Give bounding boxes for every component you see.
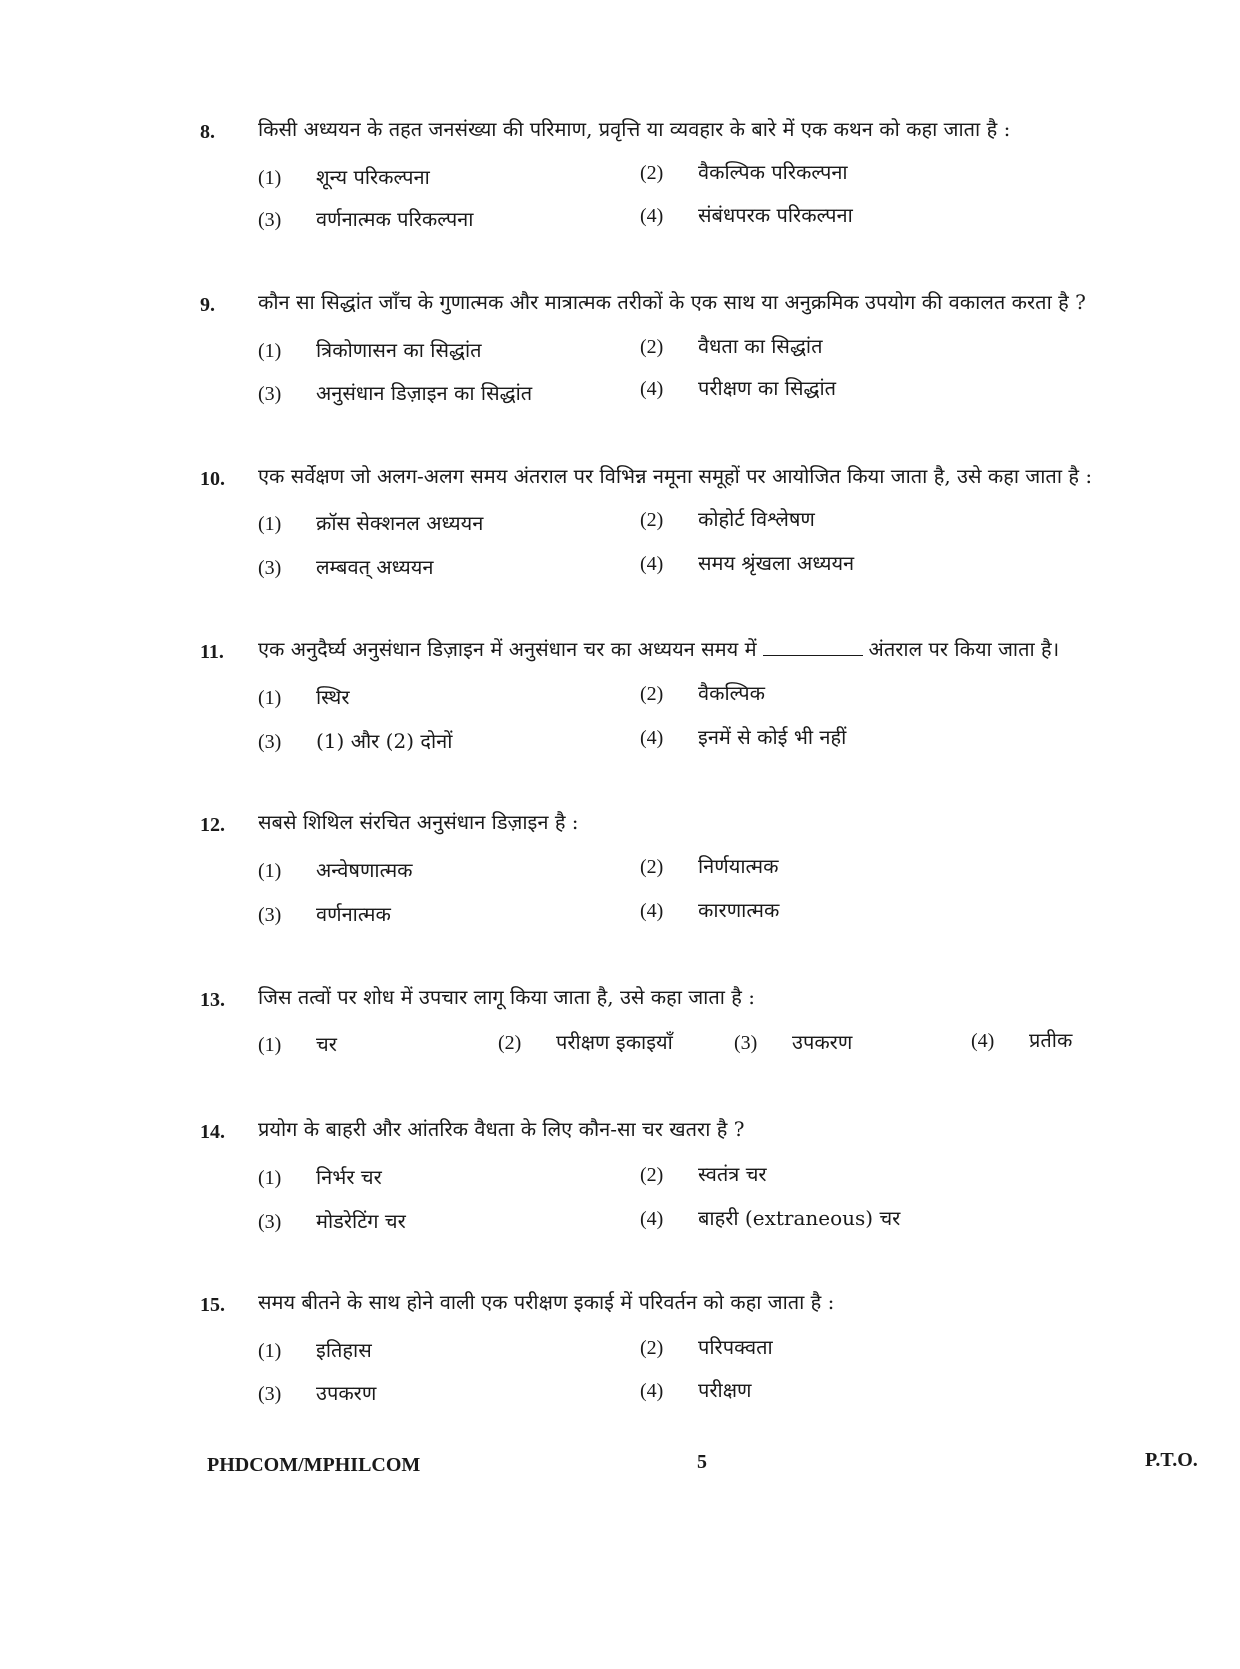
question-text: सबसे शिथिल संरचित अनुसंधान डिज़ाइन है : bbox=[258, 810, 579, 834]
option-number: (4) bbox=[640, 553, 664, 575]
option-4 bbox=[640, 201, 853, 228]
option-text: अनुसंधान डिज़ाइन का सिद्धांत bbox=[316, 381, 533, 405]
option-text: इतिहास bbox=[316, 1338, 372, 1362]
option-number: (3) bbox=[258, 1211, 282, 1233]
option-3 bbox=[258, 379, 532, 406]
option-number: (1) bbox=[258, 687, 282, 709]
option-number: (2) bbox=[640, 162, 664, 184]
option-text: निर्भर चर bbox=[316, 1165, 382, 1189]
question-text: कौन सा सिद्धांत जाँच के गुणात्मक और मात्रात्मक तरीकों के एक साथ या अनुक्रमिक उपयोग की वकालत करता है ? bbox=[258, 290, 1086, 314]
option-1 bbox=[258, 1163, 382, 1190]
option-number: (3) bbox=[258, 904, 282, 926]
option-text: कारणात्मक bbox=[698, 898, 780, 922]
option-number: (1) bbox=[258, 513, 282, 535]
option-1 bbox=[258, 163, 430, 190]
option-text: उपकरण bbox=[792, 1030, 853, 1054]
question-number: 9. bbox=[200, 294, 215, 316]
option-number: (3) bbox=[258, 209, 282, 231]
option-text: (1) और (2) दोनों bbox=[316, 729, 453, 753]
option-number: (4) bbox=[640, 378, 664, 400]
option-number: (2) bbox=[640, 336, 664, 358]
option-number: (2) bbox=[498, 1032, 522, 1054]
option-text: वैधता का सिद्धांत bbox=[698, 334, 823, 358]
option-1 bbox=[258, 1336, 372, 1363]
option-3 bbox=[258, 727, 452, 754]
option-number: (4) bbox=[640, 1208, 664, 1230]
option-number: (2) bbox=[640, 509, 664, 531]
page-number: 5 bbox=[697, 1451, 707, 1473]
question-number: 12. bbox=[200, 814, 225, 836]
option-text: वर्णनात्मक bbox=[316, 902, 391, 926]
option-text: संबंधपरक परिकल्पना bbox=[698, 203, 853, 227]
option-2 bbox=[640, 1160, 767, 1187]
question-number: 15. bbox=[200, 1294, 225, 1316]
question-number: 8. bbox=[200, 121, 215, 143]
option-number: (3) bbox=[258, 731, 282, 753]
option-4 bbox=[640, 1204, 900, 1231]
option-number: (4) bbox=[640, 1380, 664, 1402]
question-text bbox=[258, 635, 1059, 662]
option-4 bbox=[640, 896, 779, 923]
option-text: वैकल्पिक परिकल्पना bbox=[698, 160, 848, 184]
question-text-before: एक अनुदैर्घ्य अनुसंधान डिज़ाइन में अनुसंधान चर का अध्ययन समय में bbox=[258, 637, 757, 661]
option-2 bbox=[640, 852, 778, 879]
option-2 bbox=[640, 1333, 773, 1360]
option-text: इनमें से कोई भी नहीं bbox=[698, 725, 847, 749]
question-text: जिस तत्वों पर शोध में उपचार लागू किया जाता है, उसे कहा जाता है : bbox=[258, 985, 755, 1009]
option-4 bbox=[971, 1026, 1072, 1053]
option-number: (3) bbox=[258, 557, 282, 579]
option-3 bbox=[258, 205, 473, 232]
option-text: परिपक्वता bbox=[698, 1335, 773, 1359]
question-number: 14. bbox=[200, 1121, 225, 1143]
option-text: मोडरेटिंग चर bbox=[316, 1209, 406, 1233]
option-3 bbox=[258, 1379, 376, 1406]
option-text: वैकल्पिक bbox=[698, 681, 765, 705]
paper-code: PHDCOM/MPHILCOM bbox=[207, 1454, 421, 1476]
option-text: त्रिकोणासन का सिद्धांत bbox=[316, 338, 482, 362]
option-3 bbox=[258, 1207, 406, 1234]
option-text: बाहरी (extraneous) चर bbox=[698, 1206, 901, 1230]
option-number: (1) bbox=[258, 340, 282, 362]
option-number: (4) bbox=[971, 1030, 995, 1052]
option-number: (3) bbox=[734, 1032, 758, 1054]
option-1 bbox=[258, 509, 483, 536]
option-number: (1) bbox=[258, 860, 282, 882]
option-text: स्थिर bbox=[316, 685, 350, 709]
option-number: (1) bbox=[258, 167, 282, 189]
question-number: 10. bbox=[200, 468, 225, 490]
option-number: (3) bbox=[258, 383, 282, 405]
option-number: (4) bbox=[640, 727, 664, 749]
option-text: लम्बवत् अध्ययन bbox=[316, 555, 434, 579]
fill-in-blank bbox=[763, 641, 863, 656]
option-text: परीक्षण का सिद्धांत bbox=[698, 376, 837, 400]
option-3 bbox=[258, 900, 391, 927]
option-text: समय श्रृंखला अध्ययन bbox=[698, 551, 855, 575]
option-text: निर्णयात्मक bbox=[698, 854, 779, 878]
option-3 bbox=[258, 553, 433, 580]
option-number: (2) bbox=[640, 683, 664, 705]
option-4 bbox=[640, 1376, 752, 1403]
option-text: क्रॉस सेक्शनल अध्ययन bbox=[316, 511, 484, 535]
option-number: (4) bbox=[640, 205, 664, 227]
question-text: एक सर्वेक्षण जो अलग-अलग समय अंतराल पर विभिन्न नमूना समूहों पर आयोजित किया जाता है, उसे कहा जाता है : bbox=[258, 464, 1093, 488]
question-text: प्रयोग के बाहरी और आंतरिक वैधता के लिए कौन-सा चर खतरा है ? bbox=[258, 1117, 745, 1141]
option-text: परीक्षण bbox=[698, 1378, 752, 1402]
option-1 bbox=[258, 856, 413, 883]
option-text: स्वतंत्र चर bbox=[698, 1162, 767, 1186]
option-number: (2) bbox=[640, 1164, 664, 1186]
question-number: 11. bbox=[200, 641, 224, 663]
option-3 bbox=[734, 1028, 852, 1055]
option-4 bbox=[640, 374, 836, 401]
question-text: किसी अध्ययन के तहत जनसंख्या की परिमाण, प्रवृत्ति या व्यवहार के बारे में एक कथन को कहा जाता है : bbox=[258, 117, 1011, 141]
option-number: (3) bbox=[258, 1383, 282, 1405]
option-2 bbox=[640, 679, 765, 706]
option-2 bbox=[498, 1028, 673, 1055]
option-number: (2) bbox=[640, 856, 664, 878]
option-text: अन्वेषणात्मक bbox=[316, 858, 413, 882]
please-turn-over: P.T.O. bbox=[1145, 1449, 1198, 1471]
option-text: चर bbox=[316, 1032, 337, 1056]
option-2 bbox=[640, 332, 823, 359]
question-text-after: अंतराल पर किया जाता है। bbox=[868, 637, 1060, 661]
option-4 bbox=[640, 549, 854, 576]
option-1 bbox=[258, 683, 350, 710]
option-2 bbox=[640, 158, 848, 185]
option-text: प्रतीक bbox=[1029, 1028, 1073, 1052]
option-text: शून्य परिकल्पना bbox=[316, 165, 430, 189]
option-number: (1) bbox=[258, 1034, 282, 1056]
option-1 bbox=[258, 336, 482, 363]
option-text: कोहोर्ट विश्लेषण bbox=[698, 507, 815, 531]
question-number: 13. bbox=[200, 989, 225, 1011]
option-text: वर्णनात्मक परिकल्पना bbox=[316, 207, 474, 231]
option-1 bbox=[258, 1030, 337, 1057]
option-text: परीक्षण इकाइयाँ bbox=[556, 1030, 673, 1054]
option-text: उपकरण bbox=[316, 1381, 377, 1405]
option-4 bbox=[640, 723, 846, 750]
question-text: समय बीतने के साथ होने वाली एक परीक्षण इकाई में परिवर्तन को कहा जाता है : bbox=[258, 1290, 835, 1314]
option-number: (2) bbox=[640, 1337, 664, 1359]
option-number: (4) bbox=[640, 900, 664, 922]
option-2 bbox=[640, 505, 815, 532]
option-number: (1) bbox=[258, 1167, 282, 1189]
option-number: (1) bbox=[258, 1340, 282, 1362]
